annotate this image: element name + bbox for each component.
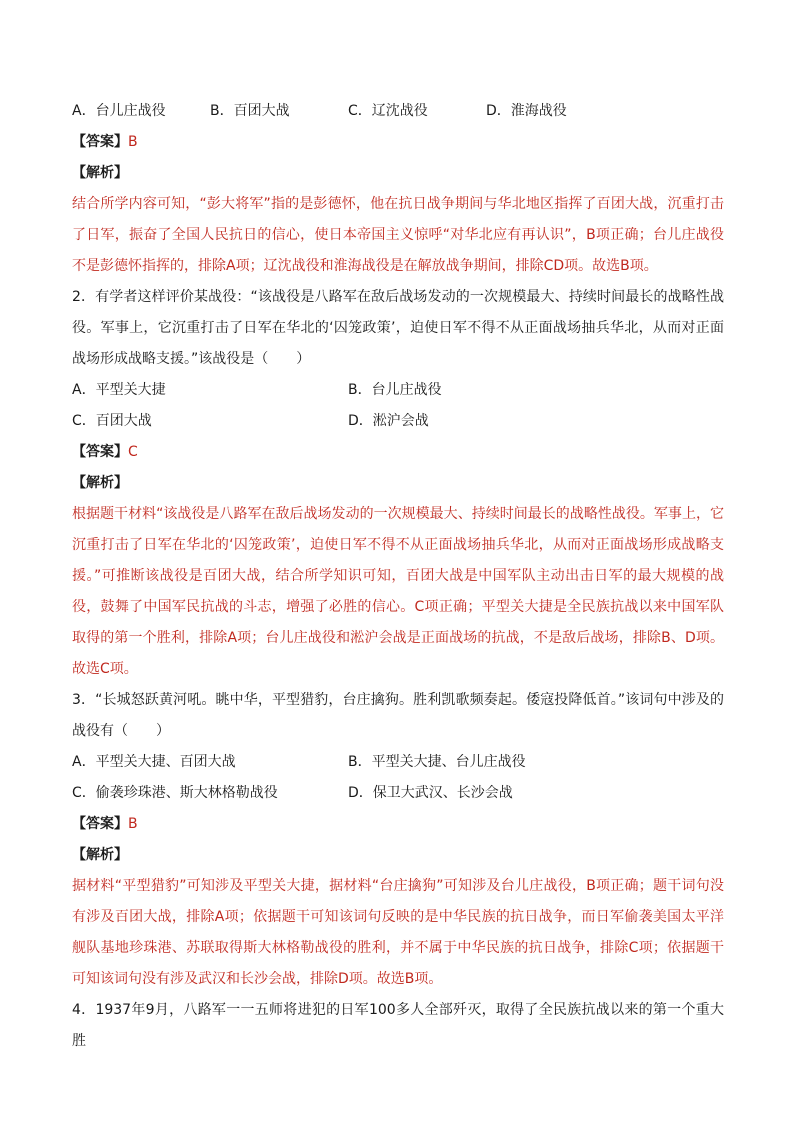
q2-analysis: 根据题干材料“该战役是八路军在敌后战场发动的一次规模最大、持续时间最长的战略性战役。军事上，它沉重打击了日军在华北的‘囚笼政策’，迫使日军不得不从正面战场抽兵华北，从而对正面战场形成战略支援。”可推断该战役是百团大战，结合所学知识可知，百团大战是中国军队主动出击日军的最大规模的战役，鼓舞了中国军民抗战的斗志，增强了必胜的信心。C项正确；平型关大捷是全民族抗战以来中国军队取得的第一个胜利，排除A项；台儿庄战役和淞沪会战是正面战场的抗战，不是敌后战场，排除B、D项。故选C项。 — [72, 506, 724, 677]
q2-answer-tag: 【答案】 — [72, 444, 128, 460]
q2-option-a: A．平型关大捷 — [72, 382, 166, 398]
q3-analysis: 据材料“平型猎豹”可知涉及平型关大捷，据材料“台庄擒狗”可知涉及台儿庄战役，B项正确；题干词句没有涉及百团大战，排除A项；依据题干可知该词句反映的是中华民族的抗日战争，而日军偷袭美国太平洋舰队基地珍珠港、苏联取得斯大林格勒战役的胜利，并不属于中华民族的抗日战争，排除C项；依据题干可知该词句没有涉及武汉和长沙会战，排除D项。故选B项。 — [72, 878, 724, 987]
q2-options-row1 — [72, 375, 724, 406]
q1-analysis: 结合所学内容可知，“彭大将军”指的是彭德怀，他在抗日战争期间与华北地区指挥了百团大战，沉重打击了日军，振奋了全国人民抗日的信心，使日本帝国主义惊呼“对华北应有再认识”，B项正确；台儿庄战役不是彭德怀指挥的，排除A项；辽沈战役和淮海战役是在解放战争期间，排除CD项。故选B项。 — [72, 196, 724, 274]
q3-option-d: D．保卫大武汉、长沙会战 — [348, 785, 513, 801]
q4-stem: 4．1937年9月，八路军一一五师将进犯的日军100多人全部歼灭，取得了全民族抗战以来的第一个重大胜 — [72, 1002, 724, 1049]
q2-answer-value: C — [128, 444, 138, 460]
q3-answer-value: B — [128, 816, 138, 832]
q3-option-c: C．偷袭珍珠港、斯大林格勒战役 — [72, 785, 278, 801]
q1-option-a: A．台儿庄战役 — [72, 103, 166, 119]
q2-analysis-heading — [72, 468, 724, 499]
q3-options-row2 — [72, 778, 724, 809]
q3-answer-tag: 【答案】 — [72, 816, 128, 832]
q1-analysis-tag: 【解析】 — [72, 165, 128, 181]
q3-option-a: A．平型关大捷、百团大战 — [72, 754, 236, 770]
q1-analysis-heading — [72, 158, 724, 189]
q3-answer — [72, 809, 724, 840]
q1-option-c: C．辽沈战役 — [348, 103, 428, 119]
document-page — [72, 96, 724, 1057]
q2-analysis-tag: 【解析】 — [72, 475, 128, 491]
q1-answer-tag: 【答案】 — [72, 134, 128, 150]
q2-stem: 2．有学者这样评价某战役：“该战役是八路军在敌后战场发动的一次规模最大、持续时间最长的战略性战役。军事上，它沉重打击了日军在华北的‘囚笼政策’，迫使日军不得不从正面战场抽兵华北，从而对正面战场形成战略支援。”该战役是（ ） — [72, 289, 724, 367]
q1-option-b: B．百团大战 — [210, 103, 290, 119]
q2-answer — [72, 437, 724, 468]
q1-answer — [72, 127, 724, 158]
q3-option-b: B．平型关大捷、台儿庄战役 — [348, 754, 526, 770]
q3-stem: 3．“长城怒跃黄河吼。眺中华，平型猎豹，台庄擒狗。胜利凯歌频奏起。倭寇投降低首。”该词句中涉及的战役有（ ） — [72, 692, 724, 739]
q2-option-d: D．淞沪会战 — [348, 413, 429, 429]
q1-options — [72, 96, 724, 127]
q1-answer-value: B — [128, 134, 138, 150]
q2-option-c: C．百团大战 — [72, 413, 152, 429]
q2-option-b: B．台儿庄战役 — [348, 382, 442, 398]
q2-options-row2 — [72, 406, 724, 437]
q3-analysis-tag: 【解析】 — [72, 847, 128, 863]
q3-analysis-heading — [72, 840, 724, 871]
q1-option-d: D．淮海战役 — [486, 103, 567, 119]
q3-options-row1 — [72, 747, 724, 778]
